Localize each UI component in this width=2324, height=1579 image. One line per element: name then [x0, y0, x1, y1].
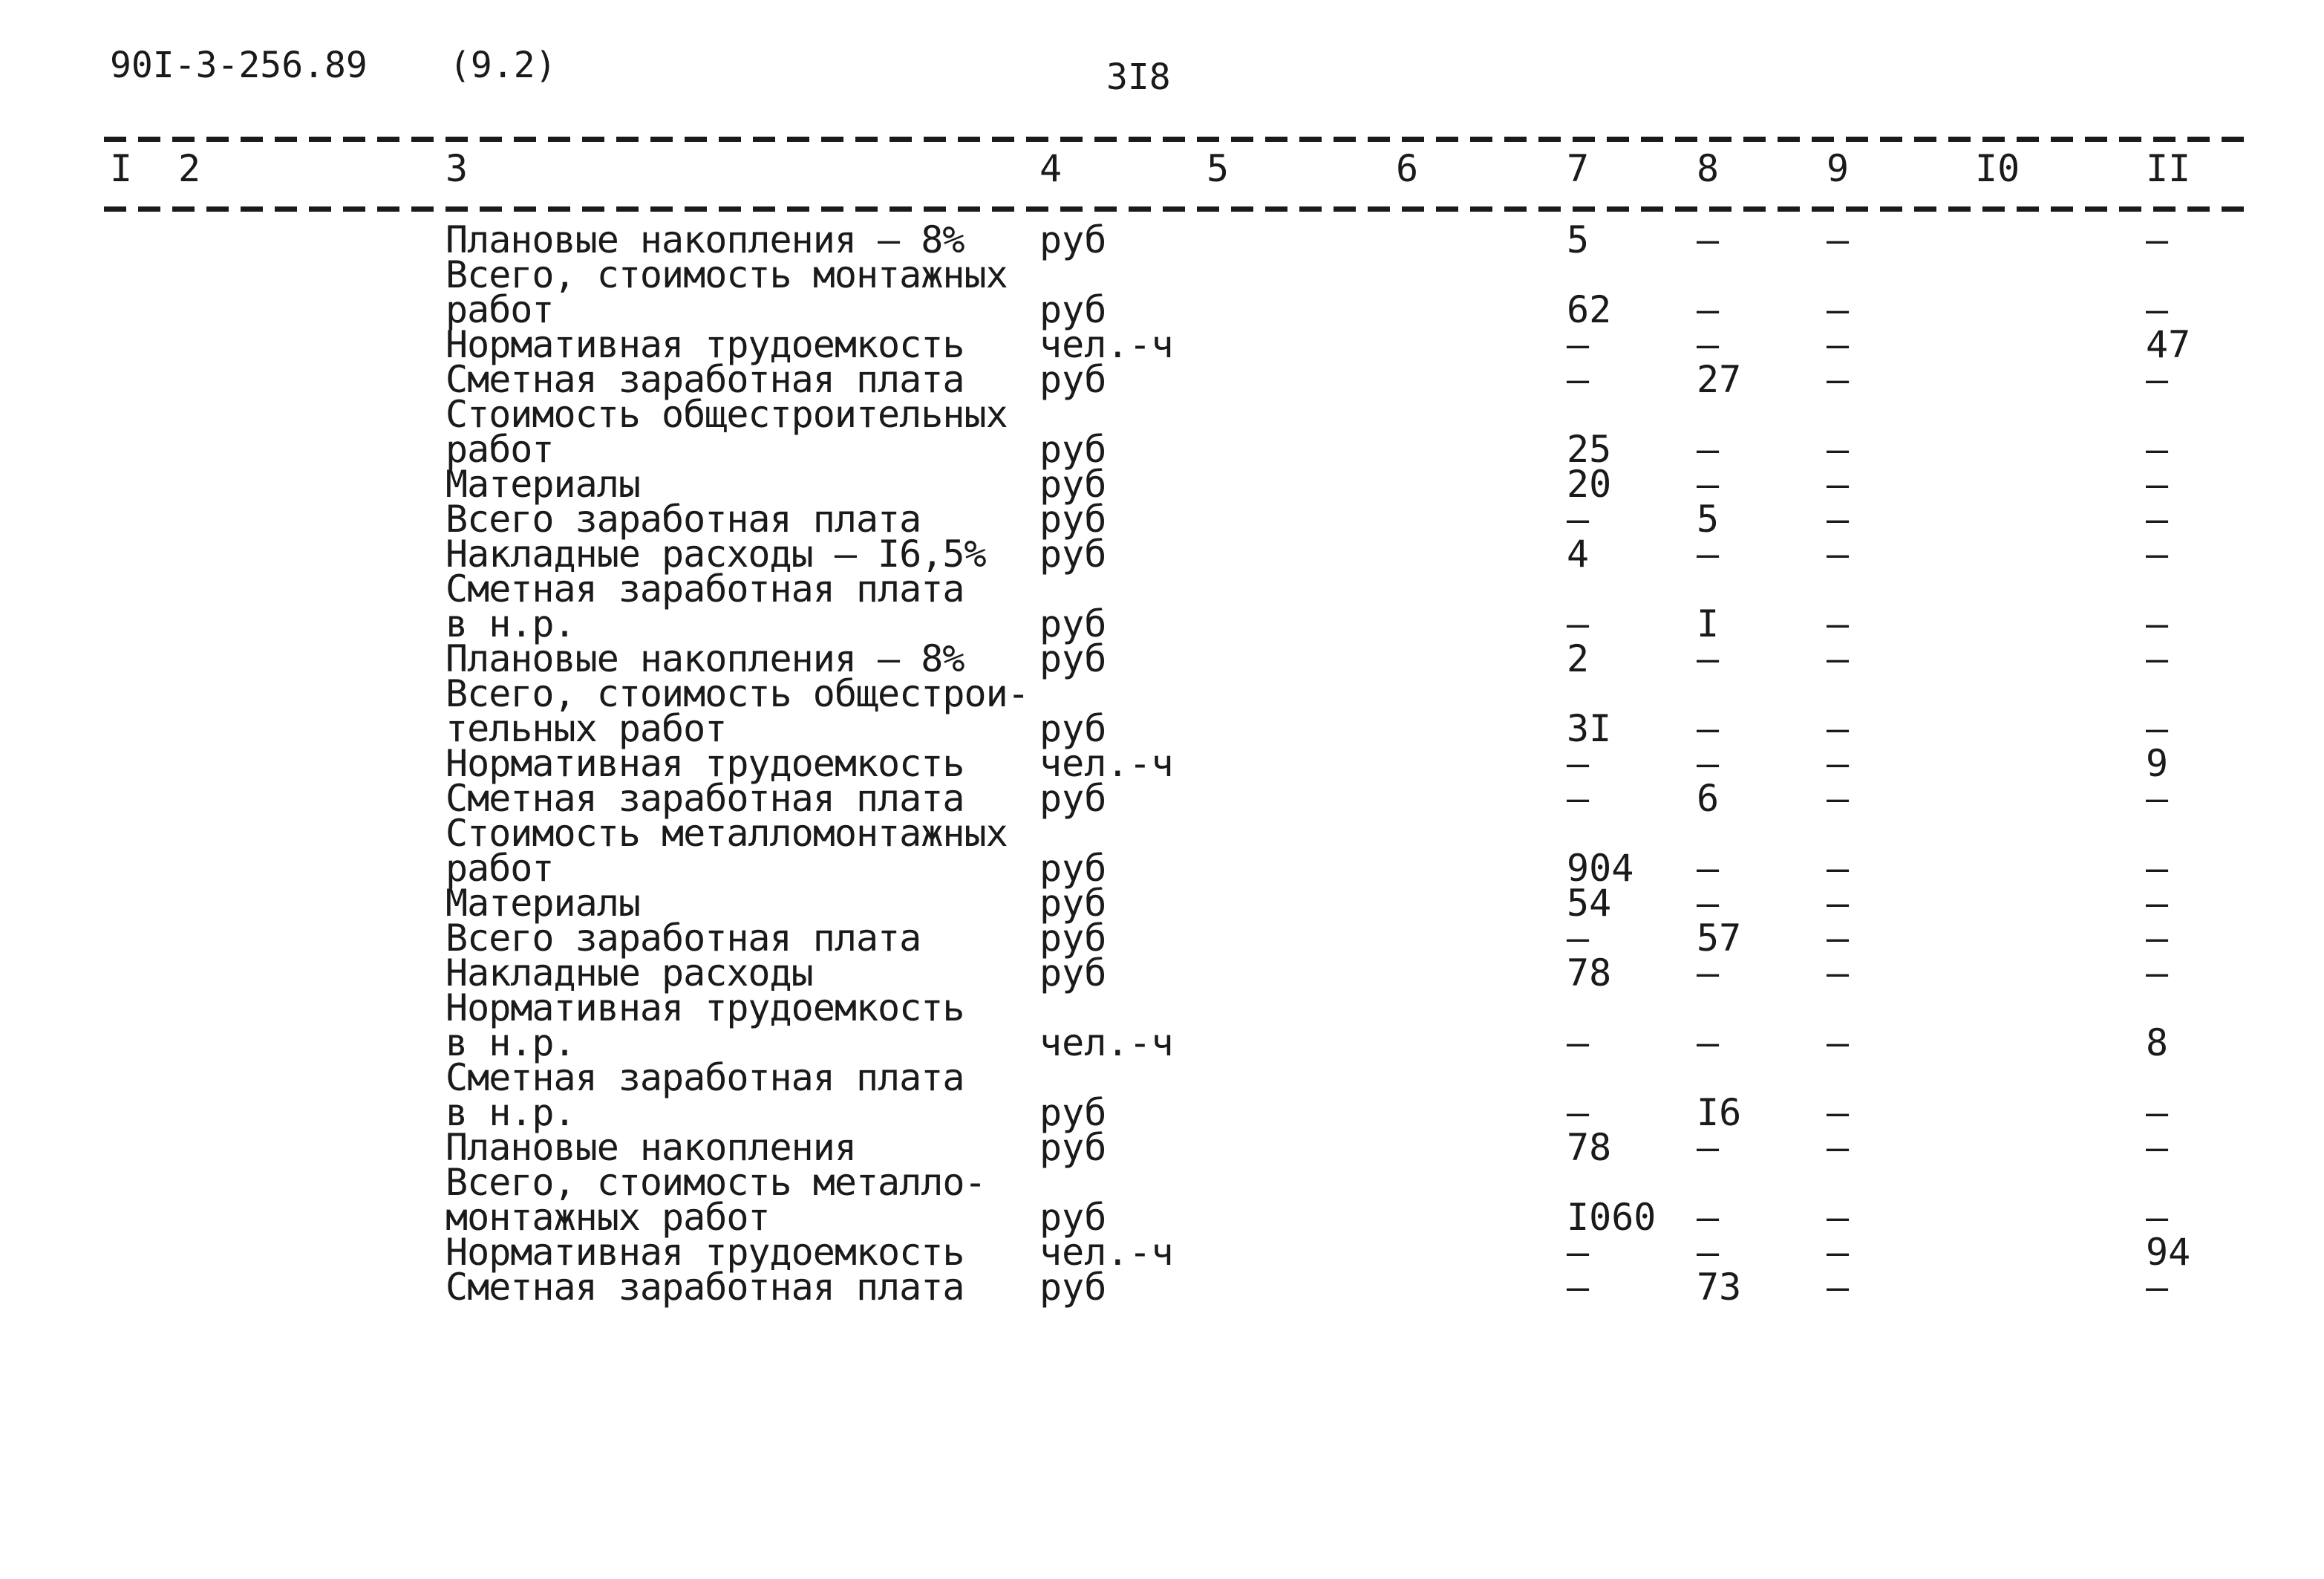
col9-value: –: [1827, 323, 1850, 366]
row-description: Всего, стоимость общестрои-: [445, 672, 1029, 715]
col9-value: –: [1827, 1126, 1850, 1169]
col8-value: 27: [1697, 358, 1742, 401]
col7-value: 4: [1567, 533, 1590, 576]
row-description: Всего заработная плата: [445, 498, 921, 541]
row-description: Плановые накопления: [445, 1126, 856, 1169]
col11-value: –: [2146, 707, 2169, 750]
col9-value: –: [1827, 742, 1850, 785]
row-description: Сметная заработная плата: [445, 567, 964, 611]
col8-value: –: [1697, 707, 1720, 750]
col9-value: –: [1827, 1266, 1850, 1309]
row-description: Сметная заработная плата: [445, 358, 964, 401]
col7-value: 2: [1567, 637, 1590, 680]
col8-value: –: [1697, 847, 1720, 890]
col7-value: 62: [1567, 288, 1612, 331]
col7-value: 25: [1567, 428, 1612, 471]
column-header: 7: [1567, 147, 1590, 190]
row-description: Всего заработная плата: [445, 917, 921, 960]
col8-value: –: [1697, 1196, 1720, 1239]
col7-value: –: [1567, 358, 1590, 401]
col9-value: –: [1827, 847, 1850, 890]
row-description: Плановые накопления – 8%: [445, 637, 964, 680]
col11-value: –: [2146, 777, 2169, 820]
col7-value: –: [1567, 742, 1590, 785]
col11-value: 8: [2146, 1021, 2169, 1064]
col8-value: –: [1697, 323, 1720, 366]
column-header: 6: [1396, 147, 1419, 190]
row-description: Стоимость общестроительных: [445, 393, 1008, 436]
col7-value: –: [1567, 1266, 1590, 1309]
col7-value: 20: [1567, 463, 1612, 506]
col9-value: –: [1827, 1091, 1850, 1134]
col8-value: –: [1697, 463, 1720, 506]
row-description: Сметная заработная плата: [445, 1266, 964, 1309]
col9-value: –: [1827, 882, 1850, 925]
col9-value: –: [1827, 498, 1850, 541]
header-bottom-rule: [104, 206, 2250, 212]
col8-value: –: [1697, 218, 1720, 261]
col11-value: –: [2146, 428, 2169, 471]
row-unit: руб: [1039, 882, 1107, 925]
row-description: тельных работ: [445, 707, 727, 750]
col7-value: 3I: [1567, 707, 1612, 750]
col7-value: –: [1567, 1231, 1590, 1274]
col9-value: –: [1827, 428, 1850, 471]
column-header: 8: [1697, 147, 1720, 190]
col11-value: –: [2146, 917, 2169, 960]
col11-value: –: [2146, 882, 2169, 925]
row-unit: руб: [1039, 602, 1107, 645]
col8-value: I6: [1697, 1091, 1742, 1134]
col7-value: 54: [1567, 882, 1612, 925]
col7-value: –: [1567, 498, 1590, 541]
row-unit: чел.-ч: [1039, 742, 1174, 785]
row-description: монтажных работ: [445, 1196, 770, 1239]
col9-value: –: [1827, 1231, 1850, 1274]
row-description: Сметная заработная плата: [445, 1056, 964, 1099]
row-unit: руб: [1039, 288, 1107, 331]
col7-value: –: [1567, 602, 1590, 645]
row-unit: руб: [1039, 1266, 1107, 1309]
row-description: Сметная заработная плата: [445, 777, 964, 820]
row-unit: чел.-ч: [1039, 1231, 1174, 1274]
col11-value: 9: [2146, 742, 2169, 785]
row-description: в н.р.: [445, 1091, 575, 1134]
column-header: I0: [1975, 147, 2020, 190]
row-description: Нормативная трудоемкость: [445, 742, 964, 785]
col11-value: –: [2146, 498, 2169, 541]
col8-value: –: [1697, 637, 1720, 680]
col11-value: –: [2146, 1126, 2169, 1169]
col11-value: –: [2146, 951, 2169, 994]
col8-value: –: [1697, 882, 1720, 925]
col9-value: –: [1827, 777, 1850, 820]
col8-value: 5: [1697, 498, 1720, 541]
col9-value: –: [1827, 358, 1850, 401]
col9-value: –: [1827, 637, 1850, 680]
col11-value: –: [2146, 602, 2169, 645]
col7-value: –: [1567, 1021, 1590, 1064]
row-unit: руб: [1039, 637, 1107, 680]
col8-value: –: [1697, 951, 1720, 994]
col11-value: –: [2146, 637, 2169, 680]
row-description: Всего, стоимость монтажных: [445, 253, 1008, 296]
col7-value: 904: [1567, 847, 1634, 890]
row-description: Нормативная трудоемкость: [445, 986, 964, 1029]
col7-value: 5: [1567, 218, 1590, 261]
row-description: работ: [445, 288, 554, 331]
row-unit: руб: [1039, 777, 1107, 820]
col9-value: –: [1827, 1021, 1850, 1064]
row-unit: руб: [1039, 533, 1107, 576]
col11-value: –: [2146, 1196, 2169, 1239]
col9-value: –: [1827, 917, 1850, 960]
document-code: 90I-3-256.89: [110, 45, 368, 86]
col7-value: –: [1567, 323, 1590, 366]
row-unit: руб: [1039, 707, 1107, 750]
row-description: Материалы: [445, 463, 640, 506]
col9-value: –: [1827, 1196, 1850, 1239]
col8-value: –: [1697, 1231, 1720, 1274]
col9-value: –: [1827, 218, 1850, 261]
row-description: работ: [445, 847, 554, 890]
row-unit: руб: [1039, 1126, 1107, 1169]
col9-value: –: [1827, 288, 1850, 331]
col11-value: –: [2146, 533, 2169, 576]
row-description: Накладные расходы: [445, 951, 813, 994]
column-header: 9: [1827, 147, 1850, 190]
col9-value: –: [1827, 707, 1850, 750]
row-unit: руб: [1039, 428, 1107, 471]
col8-value: –: [1697, 1126, 1720, 1169]
row-description: в н.р.: [445, 1021, 575, 1064]
row-description: Материалы: [445, 882, 640, 925]
row-unit: руб: [1039, 358, 1107, 401]
col11-value: –: [2146, 358, 2169, 401]
col7-value: –: [1567, 917, 1590, 960]
row-unit: руб: [1039, 1091, 1107, 1134]
col8-value: 57: [1697, 917, 1742, 960]
row-description: Нормативная трудоемкость: [445, 323, 964, 366]
col9-value: –: [1827, 463, 1850, 506]
col11-value: 47: [2146, 323, 2191, 366]
row-unit: руб: [1039, 498, 1107, 541]
column-header: I: [110, 147, 133, 190]
row-description: работ: [445, 428, 554, 471]
row-unit: руб: [1039, 917, 1107, 960]
row-unit: руб: [1039, 463, 1107, 506]
row-description: Нормативная трудоемкость: [445, 1231, 964, 1274]
col11-value: –: [2146, 463, 2169, 506]
col9-value: –: [1827, 533, 1850, 576]
col11-value: 94: [2146, 1231, 2191, 1274]
col11-value: –: [2146, 288, 2169, 331]
col8-value: 73: [1697, 1266, 1742, 1309]
col9-value: –: [1827, 602, 1850, 645]
col9-value: –: [1827, 951, 1850, 994]
row-description: Стоимость металломонтажных: [445, 812, 1008, 855]
col11-value: –: [2146, 1091, 2169, 1134]
row-description: Накладные расходы – I6,5%: [445, 533, 986, 576]
col11-value: –: [2146, 847, 2169, 890]
col7-value: –: [1567, 1091, 1590, 1134]
col8-value: –: [1697, 428, 1720, 471]
col7-value: 78: [1567, 1126, 1612, 1169]
row-unit: руб: [1039, 951, 1107, 994]
column-header: 2: [178, 147, 201, 190]
column-header: 4: [1039, 147, 1063, 190]
row-description: Всего, стоимость металло-: [445, 1161, 986, 1204]
row-description: в н.р.: [445, 602, 575, 645]
col8-value: –: [1697, 742, 1720, 785]
col8-value: –: [1697, 1021, 1720, 1064]
col8-value: I: [1697, 602, 1720, 645]
col7-value: –: [1567, 777, 1590, 820]
col11-value: –: [2146, 1266, 2169, 1309]
header-top-rule: [104, 137, 2250, 142]
col8-value: 6: [1697, 777, 1720, 820]
row-description: Плановые накопления – 8%: [445, 218, 964, 261]
section-number: (9.2): [449, 45, 557, 86]
row-unit: руб: [1039, 847, 1107, 890]
row-unit: руб: [1039, 218, 1107, 261]
row-unit: чел.-ч: [1039, 1021, 1174, 1064]
column-header: 5: [1207, 147, 1230, 190]
col7-value: I060: [1567, 1196, 1656, 1239]
column-header: 3: [445, 147, 469, 190]
row-unit: руб: [1039, 1196, 1107, 1239]
col11-value: –: [2146, 218, 2169, 261]
col8-value: –: [1697, 288, 1720, 331]
row-unit: чел.-ч: [1039, 323, 1174, 366]
col8-value: –: [1697, 533, 1720, 576]
page-number: 3I8: [1106, 56, 1171, 98]
column-header: II: [2146, 147, 2191, 190]
col7-value: 78: [1567, 951, 1612, 994]
